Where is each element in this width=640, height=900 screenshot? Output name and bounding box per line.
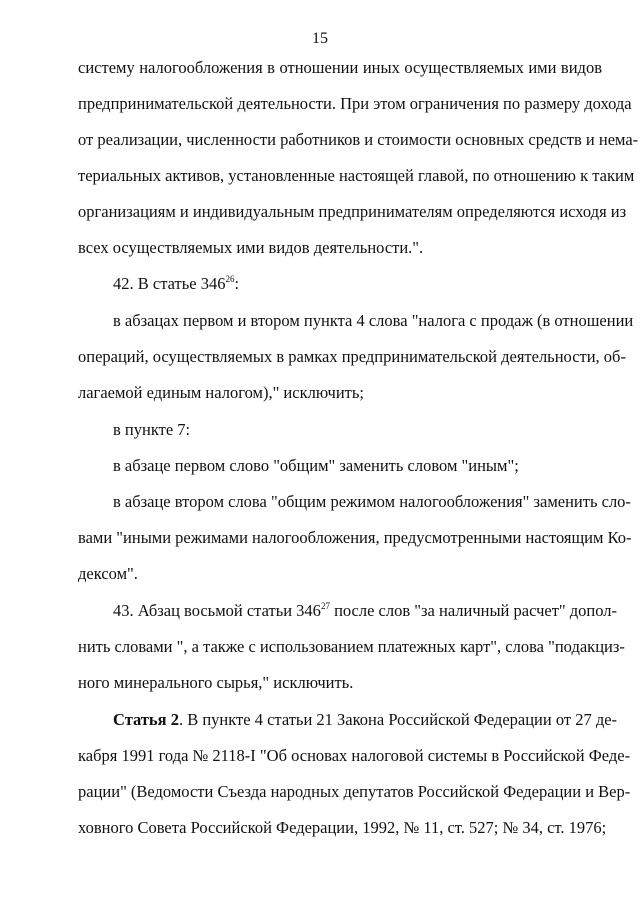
item-43-line [113, 601, 618, 621]
article-2-text: . В пункте 4 статьи 21 Закона Российской Федерации от 27 де- [178, 710, 618, 729]
superscript: 26 [225, 274, 235, 284]
item-42-text: 42. В статье 346 [113, 274, 226, 293]
article-2-heading: Статья 2 [113, 710, 179, 729]
text-line: в абзаце втором слова "общим режимом налогообложения" заменить сло- [113, 492, 631, 511]
text-line: ного минерального сырья," исключить. [78, 673, 354, 692]
text-line: от реализации, численности работников и стоимости основных средств и нема- [78, 130, 639, 149]
text-line: в пункте 7: [113, 420, 191, 439]
item-42-heading [113, 274, 239, 294]
item-43-text-cont: после слов "за наличный расчет" допол- [329, 601, 618, 620]
text-line: в абзаце первом слово "общим" заменить словом "иным"; [113, 456, 519, 475]
text-line: операций, осуществляемых в рамках предпринимательской деятельности, об- [78, 347, 626, 366]
text-line: в абзацах первом и втором пункта 4 слова "налога с продаж (в отношении [113, 311, 634, 330]
item-43-text: 43. Абзац восьмой статьи 346 [113, 601, 321, 620]
text-line: рации" (Ведомости Съезда народных депутатов Российской Федерации и Вер- [78, 782, 631, 801]
text-line: систему налогообложения в отношении иных осуществляемых ими видов [78, 58, 602, 77]
text-line: кабря 1991 года № 2118-I "Об основах налоговой системы в Российской Феде- [78, 746, 631, 765]
text-line: нить словами ", а также с использованием платежных карт", слова "подакциз- [78, 637, 625, 656]
text-line: организациям и индивидуальным предпринимателям определяются исходя из [78, 202, 627, 221]
colon: : [234, 274, 240, 293]
page-number: 15 [312, 30, 328, 47]
text-line: вами "иными режимами налогообложения, предусмотренными настоящим Ко- [78, 528, 632, 547]
text-line: предпринимательской деятельности. При этом ограничения по размеру дохода [78, 94, 632, 113]
article-2-line [113, 710, 618, 730]
text-line: териальных активов, установленные настоящей главой, по отношению к таким [78, 166, 635, 185]
superscript: 27 [320, 601, 330, 611]
text-line: ховного Совета Российской Федерации, 1992, № 11, ст. 527; № 34, ст. 1976; [78, 818, 607, 837]
text-line: лагаемой единым налогом)," исключить; [78, 383, 364, 402]
text-line: дексом". [78, 564, 138, 583]
text-line: всех осуществляемых ими видов деятельности.". [78, 238, 424, 257]
